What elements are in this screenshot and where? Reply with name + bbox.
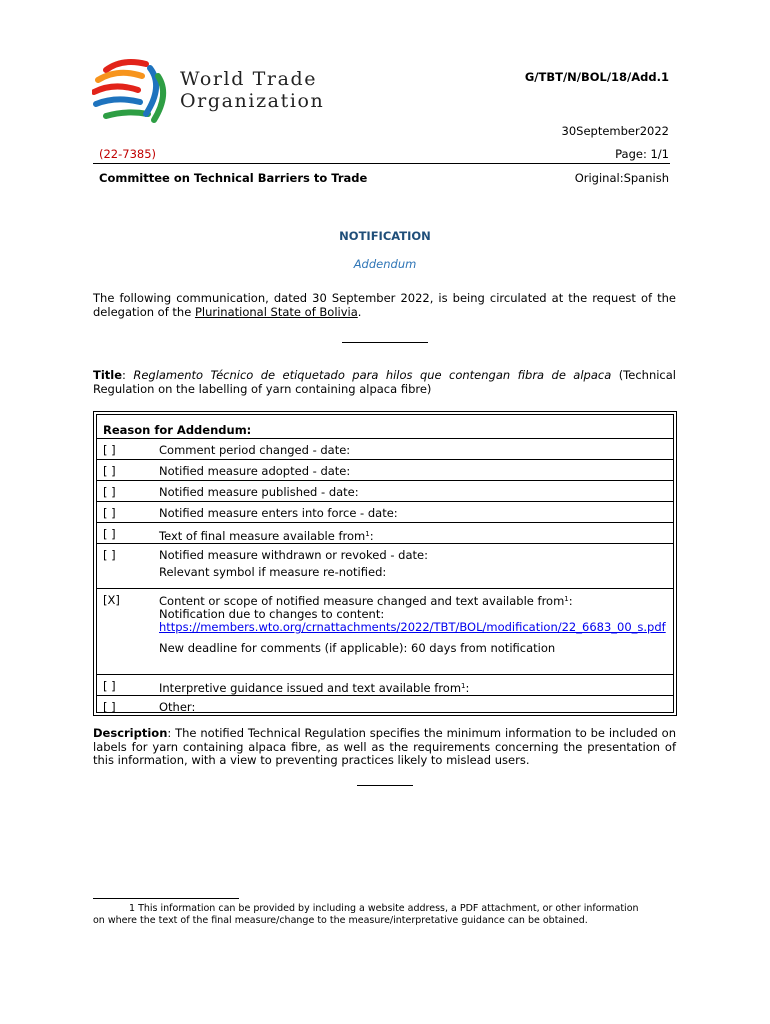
description-paragraph <box>93 727 676 768</box>
document-number: (22-7385) <box>99 147 157 161</box>
reason-table <box>93 411 677 716</box>
member-link[interactable]: Plurinational State of Bolivia <box>194 305 358 319</box>
checkbox-mark[interactable]: [ ] <box>103 506 116 520</box>
table-row <box>97 695 673 715</box>
checkbox-mark[interactable]: [ ] <box>103 464 116 478</box>
reason-table-inner <box>96 414 674 713</box>
row-text: Notified measure withdrawn or revoked - date: Relevant symbol if measure re-notified: <box>159 548 428 579</box>
table-row <box>97 459 673 481</box>
footnote-ref[interactable]: 1 <box>564 595 569 603</box>
org-name-line2: Organization <box>180 90 325 112</box>
original-language: Original:Spanish <box>574 171 669 185</box>
row-text: Comment period changed - date: <box>159 443 351 457</box>
attachment-link[interactable]: https://members.wto.org/crnattachments/2022/TBT/BOL/modification/22_6683_00_s.pdf <box>159 620 666 634</box>
description-label: Description <box>93 726 168 740</box>
header-divider <box>93 163 670 164</box>
document-symbol: G/TBT/N/BOL/18/Add.1 <box>524 70 669 84</box>
committee-name: Committee on Technical Barriers to Trade <box>99 171 368 185</box>
title-paragraph: Title: Reglamento Técnico de etiquetado para hilos que contengan fibra de alpaca (Technical Regulation on the labelling of yarn containing alpaca fibre) <box>93 368 676 396</box>
checkbox-mark[interactable]: [X] <box>103 593 120 607</box>
table-row <box>97 588 673 675</box>
checkbox-mark[interactable]: [ ] <box>103 700 116 714</box>
row-text: Notified measure published - date: <box>159 485 359 499</box>
page-number: Page: 1/1 <box>615 147 669 161</box>
document-date: 30September2022 <box>561 124 669 138</box>
footnote-number: 1 <box>129 903 136 914</box>
separator-rule <box>342 342 428 343</box>
org-name-line1: World Trade <box>180 68 318 90</box>
table-row <box>97 438 673 460</box>
footnote-divider <box>93 898 239 899</box>
intro-end: . <box>357 305 362 319</box>
checkbox-mark[interactable]: [ ] <box>103 548 116 562</box>
description-text: : The notified Technical Regulation specifies the minimum information to be included on labels for yarn containing alpaca fibre, as well as the requirements concerning the presentation of this information, with a view to preventing practices likely to mislead users. <box>93 726 676 767</box>
end-rule <box>357 785 413 786</box>
row-text: Interpretive guidance issued and text available from$^1$: <box>159 681 470 695</box>
row-text: Content or scope of notified measure changed and text available from$^1$: Notification due to changes to content: https://members.wto.org/crnattachments/2022/TBT/BOL/modification/22_6683_00_s.pdf New deadline for comments (if applicable): 60 days from notification <box>159 594 666 655</box>
row-text: Notified measure enters into force - date: <box>159 506 398 520</box>
intro-paragraph <box>93 291 676 319</box>
reason-heading: Reason for Addendum: <box>103 423 252 437</box>
wto-logo-swirl-icon <box>92 56 176 132</box>
footnote-text: This information can be provided by including a website address, a PDF attachment, or other information on where the text of the final measure/change to the measure/interpretative guidance can be obtained. <box>93 903 639 926</box>
addendum-subheading: Addendum <box>353 257 417 271</box>
checkbox-mark[interactable]: [ ] <box>103 679 116 693</box>
checkbox-mark[interactable]: [ ] <box>103 485 116 499</box>
row-text: Text of final measure available from$^1$: <box>159 529 374 543</box>
wto-logo <box>92 56 352 132</box>
row-text: Notified measure adopted - date: <box>159 464 351 478</box>
title-spanish: Reglamento Técnico de etiquetado para hilos que contengan fibra de alpaca <box>133 368 612 382</box>
table-row <box>97 501 673 523</box>
table-row <box>97 480 673 502</box>
notification-heading: NOTIFICATION <box>339 229 431 243</box>
row-text: Other: <box>159 700 196 714</box>
footnote-ref[interactable]: 1 <box>461 682 466 690</box>
checkbox-mark[interactable]: [ ] <box>103 527 116 541</box>
footnote-ref[interactable]: 1 <box>365 530 370 538</box>
table-row <box>97 522 673 544</box>
footnote <box>93 903 653 926</box>
checkbox-mark[interactable]: [ ] <box>103 443 116 457</box>
title-english: (Technical Regulation on the labelling of yarn containing alpaca fibre) <box>93 368 676 396</box>
table-row <box>97 674 673 696</box>
intro-text: The following communication, dated 30 September 2022, is being circulated at the request of the delegation of the <box>93 291 676 319</box>
title-label: Title <box>93 368 123 382</box>
table-row <box>97 543 673 589</box>
